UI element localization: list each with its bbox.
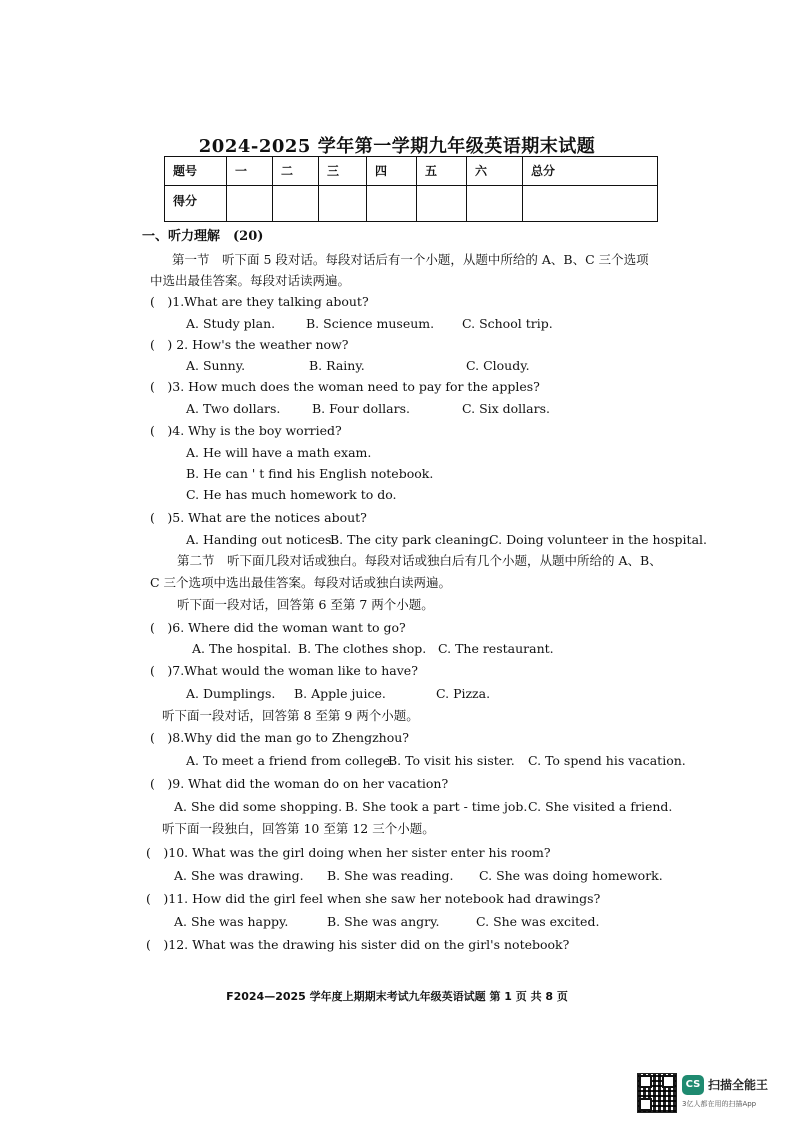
question-12: ( )12. What was the drawing his sister did on the girl's notebook? [146, 937, 570, 952]
page-footer: F2024—2025 学年度上期期末考试九年级英语试题 第 1 页 共 8 页 [226, 990, 568, 1003]
score-header-cell: 二 [273, 157, 319, 186]
q11-option-c: C. She was excited. [476, 914, 600, 929]
score-table [164, 156, 658, 222]
score-header-cell: 六 [467, 157, 523, 186]
score-row-label: 得分 [165, 186, 227, 222]
score-cell[interactable] [417, 186, 467, 222]
q3-option-c: C. Six dollars. [462, 401, 550, 416]
q8-option-c: C. To spend his vacation. [528, 753, 686, 768]
group-instruction: 听下面一段独白，回答第 10 至第 12 三个小题。 [162, 821, 435, 836]
q9-option-a: A. She did some shopping. [174, 799, 343, 814]
page-title: 2024-2025 学年第一学期九年级英语期末试题 [198, 136, 596, 157]
qr-code-icon [637, 1073, 677, 1113]
part1-intro: 中选出最佳答案。每段对话读两遍。 [150, 273, 351, 288]
camscanner-logo-icon: CS [682, 1075, 704, 1095]
group-instruction: 听下面一段对话，回答第 6 至第 7 两个小题。 [177, 597, 434, 612]
part2-intro: C 三个选项中选出最佳答案。每段对话或独白读两遍。 [150, 575, 452, 590]
question-4: ( )4. Why is the boy worried? [150, 423, 342, 438]
q5-option-c: C. Doing volunteer in the hospital. [489, 532, 707, 547]
q9-option-c: C. She visited a friend. [528, 799, 673, 814]
question-7: ( )7.What would the woman like to have? [150, 663, 418, 678]
q7-option-c: C. Pizza. [436, 686, 491, 701]
q10-option-a: A. She was drawing. [174, 868, 304, 883]
score-cell[interactable] [227, 186, 273, 222]
q5-option-b: B. The city park cleaning. [330, 532, 493, 547]
score-header-cell: 总分 [523, 157, 658, 186]
q1-option-a: A. Study plan. [186, 316, 276, 331]
score-cell[interactable] [367, 186, 417, 222]
question-3: ( )3. How much does the woman need to pay for the apples? [150, 379, 540, 394]
q7-option-b: B. Apple juice. [294, 686, 386, 701]
q10-option-c: C. She was doing homework. [479, 868, 663, 883]
score-cell[interactable] [273, 186, 319, 222]
q4-option-c: C. He has much homework to do. [186, 487, 397, 502]
section-heading: 一、听力理解 (20) [142, 229, 264, 244]
q4-option-b: B. He can ' t find his English notebook. [186, 466, 434, 481]
score-header-cell: 四 [367, 157, 417, 186]
question-9: ( )9. What did the woman do on her vacation? [150, 776, 449, 791]
question-1: ( )1.What are they talking about? [150, 294, 369, 309]
question-2: ( ) 2. How's the weather now? [150, 337, 349, 352]
q8-option-b: B. To visit his sister. [388, 753, 515, 768]
q2-option-b: B. Rainy. [309, 358, 365, 373]
q6-option-c: C. The restaurant. [438, 641, 554, 656]
part2-intro: 第二节 听下面几段对话或独白。每段对话或独白后有几个小题，从题中所给的 A、B、 [177, 553, 662, 568]
q9-option-b: B. She took a part - time job. [345, 799, 528, 814]
scanner-app-name: 扫描全能王 [708, 1078, 769, 1092]
q10-option-b: B. She was reading. [327, 868, 454, 883]
q3-option-b: B. Four dollars. [312, 401, 410, 416]
score-header-cell: 题号 [165, 157, 227, 186]
group-instruction: 听下面一段对话，回答第 8 至第 9 两个小题。 [162, 708, 419, 723]
q2-option-c: C. Cloudy. [466, 358, 530, 373]
q11-option-a: A. She was happy. [174, 914, 289, 929]
q7-option-a: A. Dumplings. [186, 686, 276, 701]
score-cell[interactable] [319, 186, 367, 222]
question-10: ( )10. What was the girl doing when her sister enter his room? [146, 845, 551, 860]
score-table-score-row [165, 186, 658, 222]
score-header-cell: 一 [227, 157, 273, 186]
scanner-app-tagline: 3亿人都在用的扫描App [682, 1100, 757, 1108]
q4-option-a: A. He will have a math exam. [186, 445, 372, 460]
score-table-header-row [165, 157, 658, 186]
q6-option-a: A. The hospital. [192, 641, 292, 656]
question-6: ( )6. Where did the woman want to go? [150, 620, 406, 635]
question-5: ( )5. What are the notices about? [150, 510, 367, 525]
question-8: ( )8.Why did the man go to Zhengzhou? [150, 730, 409, 745]
q2-option-a: A. Sunny. [186, 358, 246, 373]
question-11: ( )11. How did the girl feel when she saw her notebook had drawings? [146, 891, 601, 906]
q11-option-b: B. She was angry. [327, 914, 440, 929]
score-cell[interactable] [523, 186, 658, 222]
score-header-cell: 三 [319, 157, 367, 186]
q8-option-a: A. To meet a friend from college. [186, 753, 395, 768]
q1-option-b: B. Science museum. [306, 316, 435, 331]
q6-option-b: B. The clothes shop. [298, 641, 427, 656]
q5-option-a: A. Handing out notices. [186, 532, 336, 547]
q3-option-a: A. Two dollars. [186, 401, 281, 416]
part1-intro: 第一节 听下面 5 段对话。每段对话后有一个小题，从题中所给的 A、B、C 三个选项 [172, 252, 649, 267]
score-header-cell: 五 [417, 157, 467, 186]
score-cell[interactable] [467, 186, 523, 222]
q1-option-c: C. School trip. [462, 316, 553, 331]
